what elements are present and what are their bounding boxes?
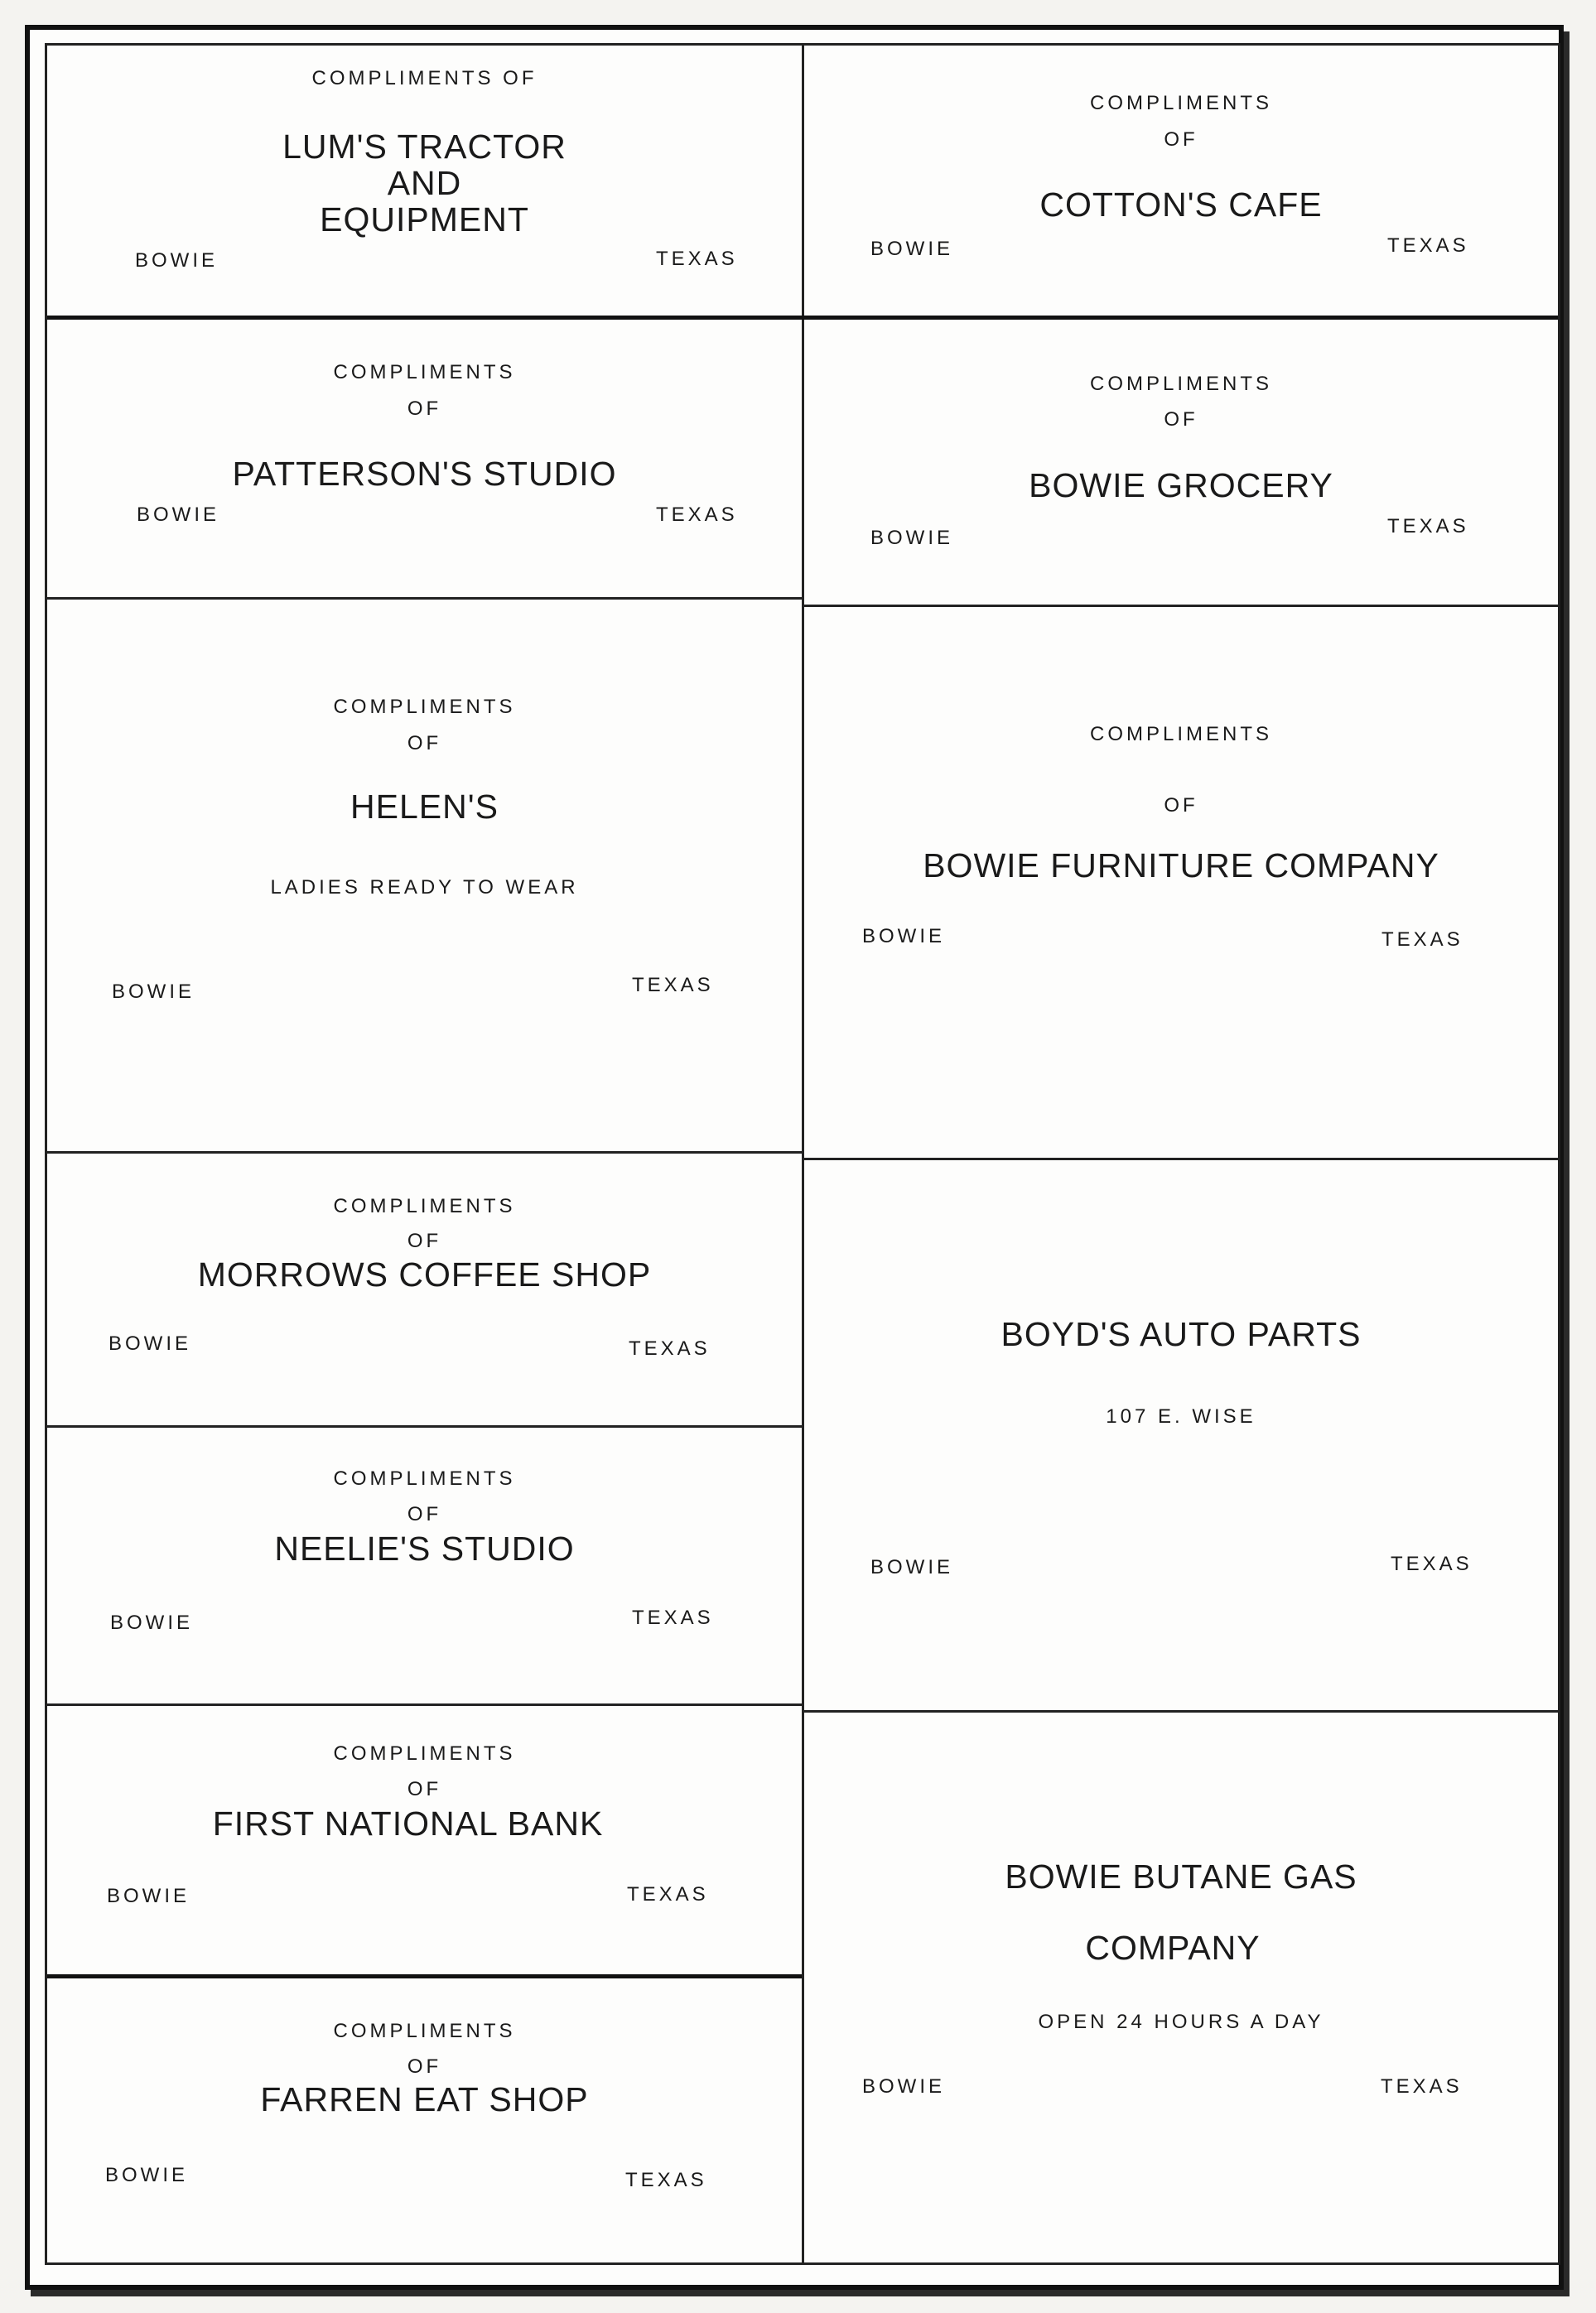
ad-business-name: BOYD'S AUTO PARTS (1001, 1315, 1362, 1353)
ad-bowie-butane (804, 1713, 1558, 2262)
ad-compliments: COMPLIMENTS (333, 1742, 516, 1765)
ad-compliments: COMPLIMENTS (333, 1467, 516, 1490)
ad-compliments: COMPLIMENTS (333, 361, 516, 383)
ad-compliments-of: OF (407, 1230, 442, 1252)
ad-compliments-of: OF (407, 1503, 442, 1525)
ad-city: BOWIE (862, 2075, 946, 2098)
ad-compliments: COMPLIMENTS (1089, 92, 1272, 114)
ad-compliments: COMPLIMENTS (1089, 723, 1272, 745)
ad-compliments-of: OF (407, 398, 442, 420)
ad-business-name: PATTERSON'S STUDIO (232, 455, 617, 493)
ad-compliments: COMPLIMENTS (333, 2020, 516, 2042)
ad-lums (47, 46, 802, 316)
ad-compliments: COMPLIMENTS (333, 696, 516, 718)
ad-state: TEXAS (632, 1607, 714, 1629)
ad-city: BOWIE (107, 1885, 190, 1907)
ad-state: TEXAS (1381, 928, 1463, 951)
ad-business-name: BOWIE FURNITURE COMPANY (923, 846, 1439, 884)
ad-compliments-of: OF (1164, 128, 1198, 151)
ad-city: BOWIE (135, 249, 219, 272)
ad-business-name: COMPANY (1085, 1929, 1261, 1967)
ad-business-name: FIRST NATIONAL BANK (212, 1805, 604, 1843)
ad-compliments-of: OF (1164, 794, 1198, 817)
ad-pattersons (47, 320, 802, 597)
ad-farren (47, 1978, 802, 2262)
ad-business-name: BOWIE GROCERY (1029, 466, 1333, 504)
ad-state: TEXAS (627, 1883, 709, 1906)
ad-business-name: HELEN'S (350, 788, 499, 826)
ad-compliments: COMPLIMENTS (1089, 373, 1272, 395)
ad-business-name: MORROWS COFFEE SHOP (197, 1255, 652, 1294)
ad-state: TEXAS (656, 504, 738, 526)
ad-city: BOWIE (870, 527, 954, 549)
ad-helens (47, 600, 802, 1151)
ad-business-name: FARREN EAT SHOP (260, 2080, 589, 2118)
ad-city: BOWIE (110, 1612, 194, 1634)
ad-tagline: OPEN 24 HOURS A DAY (1038, 2011, 1324, 2033)
ad-city: BOWIE (862, 925, 946, 947)
ad-business-name: BOWIE BUTANE GAS (1005, 1858, 1357, 1896)
ad-sheet (45, 43, 1560, 2265)
ad-state: TEXAS (656, 248, 738, 270)
ad-state: TEXAS (625, 2169, 707, 2191)
ad-compliments: COMPLIMENTS (333, 1195, 516, 1217)
ad-compliments-of: OF (1164, 408, 1198, 431)
ad-bowie-grocery (804, 320, 1558, 605)
ad-morrows (47, 1154, 802, 1425)
ad-city: BOWIE (108, 1332, 192, 1355)
ad-bowie-furniture (804, 607, 1558, 1158)
ad-neelies (47, 1428, 802, 1703)
ad-state: TEXAS (632, 974, 714, 996)
ad-state: TEXAS (1381, 2075, 1463, 2098)
ad-state: TEXAS (629, 1337, 711, 1360)
ad-city: BOWIE (870, 1556, 954, 1578)
ad-state: TEXAS (1387, 234, 1469, 257)
ad-city: BOWIE (870, 238, 954, 260)
ad-first-national-bank (47, 1706, 802, 1974)
ad-business-name: EQUIPMENT (320, 200, 529, 239)
ad-boyds (804, 1160, 1558, 1710)
ad-business-name: COTTON'S CAFE (1039, 186, 1323, 224)
ad-city: BOWIE (112, 981, 195, 1003)
ad-cottons (804, 46, 1558, 316)
ad-compliments-of: OF (407, 732, 442, 754)
ad-tagline: LADIES READY TO WEAR (270, 876, 579, 899)
ad-compliments-of: OF (407, 1778, 442, 1800)
ad-city: BOWIE (137, 504, 220, 526)
ad-business-name: AND (387, 164, 462, 202)
ad-address: 107 E. WISE (1106, 1405, 1256, 1428)
ad-state: TEXAS (1387, 515, 1469, 537)
ad-state: TEXAS (1391, 1553, 1473, 1575)
ad-compliments-of: OF (407, 2055, 442, 2078)
ad-compliments: COMPLIMENTS OF (311, 67, 538, 89)
ad-city: BOWIE (105, 2164, 189, 2186)
ad-business-name: LUM'S TRACTOR (282, 128, 567, 166)
ad-business-name: NEELIE'S STUDIO (274, 1530, 575, 1568)
